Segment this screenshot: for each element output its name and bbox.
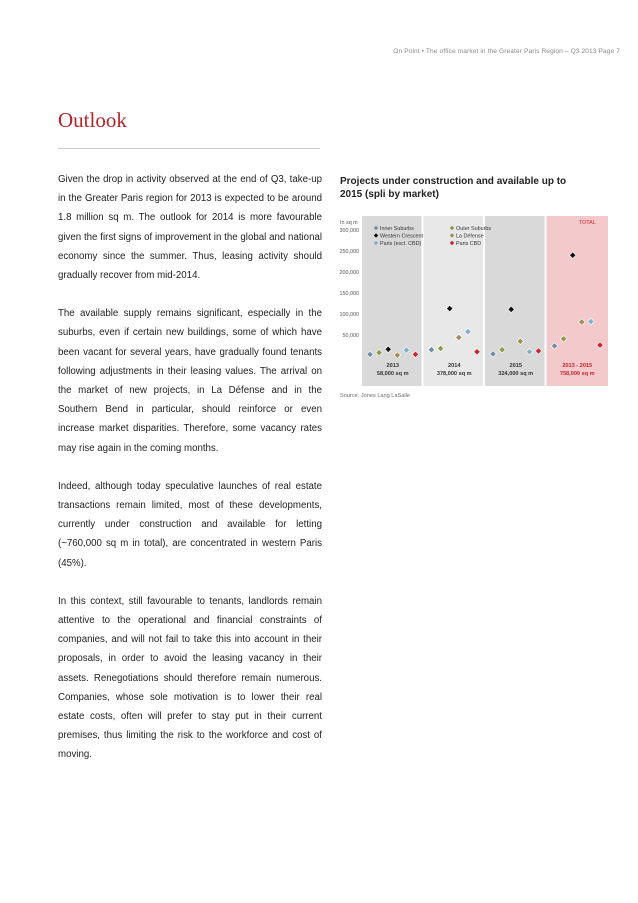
body-text: [58, 170, 322, 784]
paragraph: The available supply remains significant, especially in the suburbs, even if certain new buildings, some of which have been vacant for several years, have gradually found tenants following adjustments in their leasing values. The arrival on the market of new projects, in La Défense and in the Southern Bend in particular, should reinforce or even increase market disparities. Therefore, some vacancy rates may rise again in the coming months.: [58, 308, 322, 454]
section-title: Outlook: [58, 108, 127, 132]
group-sublabel: 58,000 sq m: [376, 371, 409, 377]
legend-label: Inner Suburbs: [380, 226, 414, 232]
y-tick-label: 100,000: [339, 312, 359, 318]
y-tick-label: 150,000: [339, 291, 359, 297]
running-header: On Point • The office market in the Greater Paris Region – Q3 2013 Page 7: [393, 48, 620, 55]
projects-chart: [326, 210, 610, 388]
group-label: 2014: [448, 363, 461, 369]
y-tick-label: 200,000: [339, 270, 359, 276]
group-sublabel: 324,000 sq m: [498, 371, 534, 377]
y-tick-label: 250,000: [339, 249, 359, 255]
paragraph: In this context, still favourable to tenants, landlords remain attentive to the operational and financial constraints of companies, and will not fail to take this into account in their proposals, in order to avoid the leasing vacancy in their assets. Renegotiations should therefore remain numerous. Companies, whose sole motivation is to lower their real estate costs, often will prefer to stay put in their current premises, thus limiting the risk to the workforce and cost of moving.: [58, 595, 322, 761]
total-label: TOTAL: [578, 220, 596, 226]
group-label: 2015: [509, 363, 522, 369]
legend-label: La Défense: [456, 233, 484, 240]
group-label: 2013: [386, 363, 399, 369]
legend-label: Western Crescent: [380, 233, 424, 240]
chart-title: Projects under construction and available up to 2015 (spli by market): [340, 176, 567, 200]
group-label: 2013 - 2015: [562, 363, 593, 369]
title-divider: [58, 148, 320, 149]
legend-label: Outer Suburbs: [456, 226, 492, 232]
group-sublabel: 378,000 sq m: [436, 371, 472, 377]
group-sublabel: 758,000 sq m: [559, 371, 595, 377]
y-tick-label: 300,000: [339, 228, 359, 234]
paragraph: Indeed, although today speculative launches of real estate transactions remain limited, most of these developments, currently under construction and available for letting (~760,000 sq m in total), are concentrated in western Paris (45%).: [58, 480, 322, 569]
y-tick-label: 50,000: [342, 333, 359, 339]
chart-source: Source: Jones Lang LaSalle: [340, 393, 410, 399]
legend-label: Paris CBD: [456, 241, 482, 247]
paragraph: Given the drop in activity observed at the end of Q3, take-up in the Greater Paris region for 2013 is expected to be around 1.8 million sq m. The outlook for 2014 is more favourable given the first signs of improvement in the global and national economy since the summer. Thus, leasing activity should gradually recover from mid-2014.: [58, 174, 322, 282]
column-background: [547, 216, 609, 386]
legend-label: Paris (excl. CBD): [380, 241, 422, 247]
column-background: [485, 216, 545, 386]
y-axis-unit: In sq m: [340, 220, 358, 226]
